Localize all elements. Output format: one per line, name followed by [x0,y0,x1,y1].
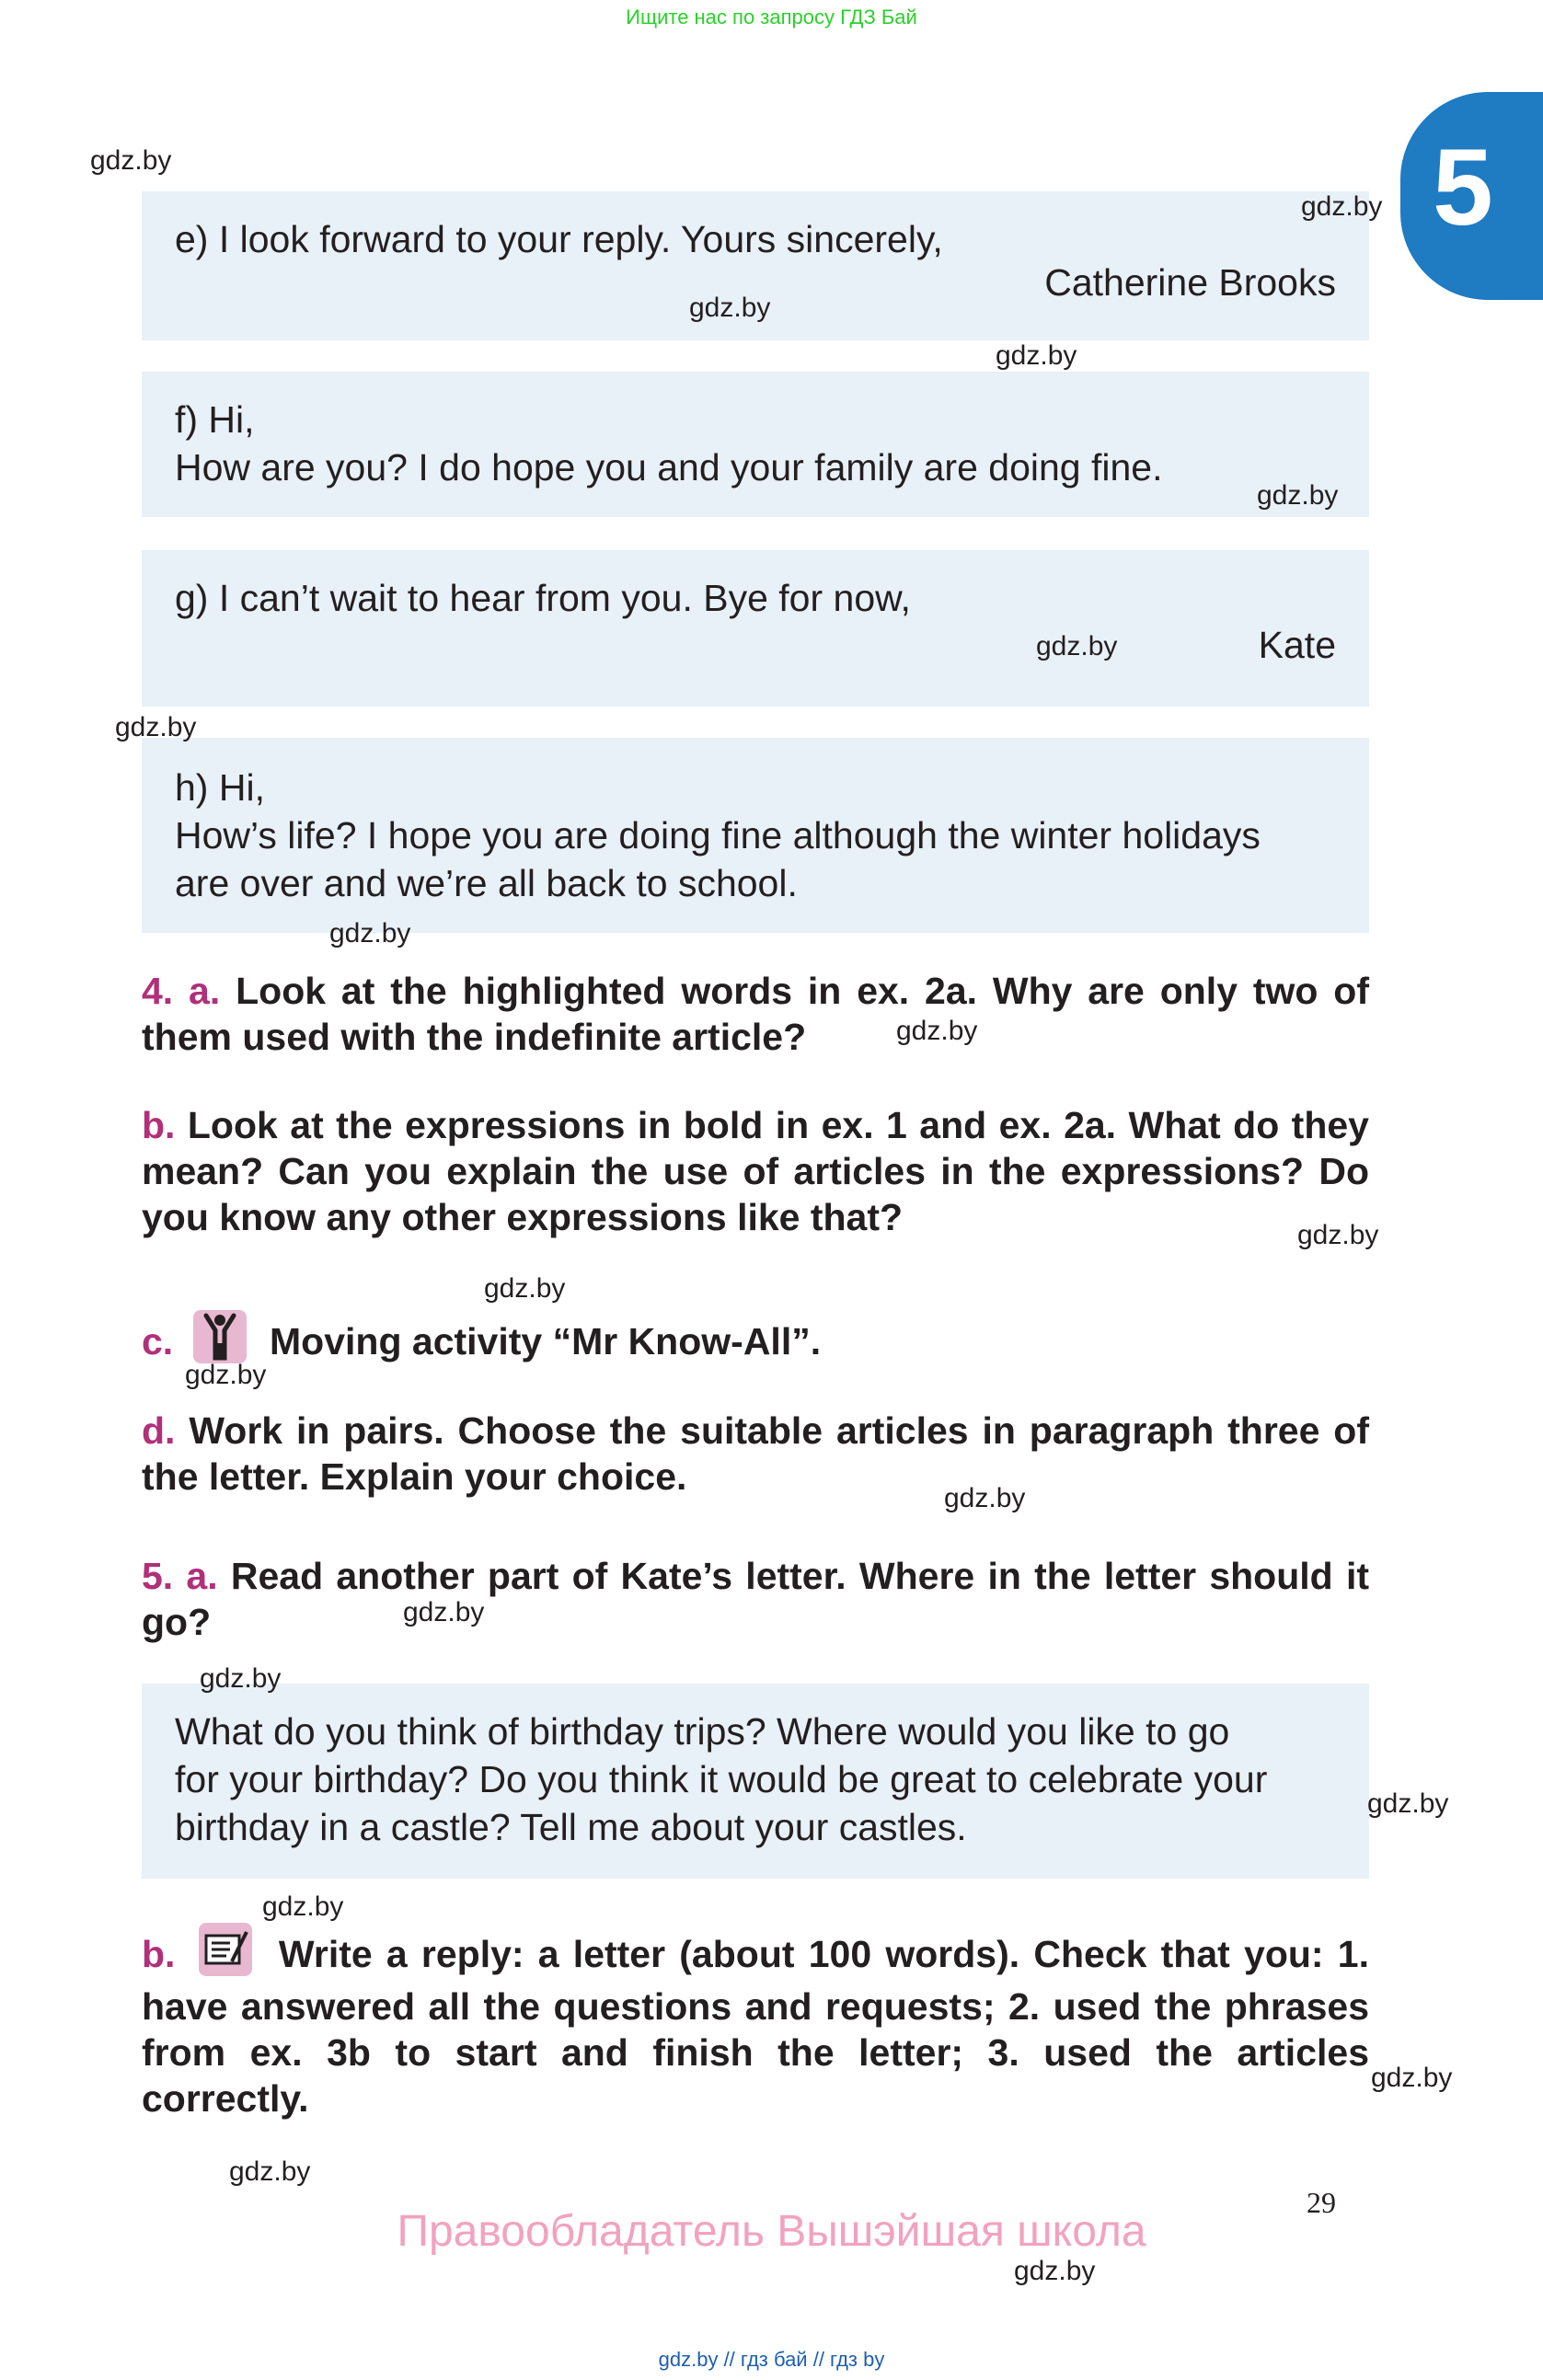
watermark: gdz.by [329,918,411,949]
task-5b-text: Write a reply: a letter (about 100 words). Check that you: 1. have answered all the questions and requests; 2. used the phrases from ex. 3b to start and finish the letter; 3. used the articles correctly. [142,1932,1369,2120]
watermark: gdz.by [996,340,1077,371]
task-4d-label: d. [142,1409,176,1452]
task-4a [142,968,1369,1060]
watermark: gdz.by [1367,1788,1449,1819]
task-5b-label: b. [142,1932,176,1975]
task-5a-text: Read another part of Kate’s letter. Where in the letter should it go? [142,1555,1369,1643]
header-note[interactable]: Ищите нас по запросу ГДЗ Бай [626,6,917,29]
page-number: 29 [1307,2186,1336,2219]
task-4d-text: Work in pairs. Choose the suitable articles in paragraph three of the letter. Explain your choice. [142,1409,1369,1498]
person-arms-up-icon [193,1310,247,1363]
footer-links[interactable]: gdz.by // гдз бай // гдз by [658,2348,885,2371]
watermark: gdz.by [262,1891,344,1922]
watermark: gdz.by [1036,631,1118,661]
box-f-line1: f) Hi, [175,398,255,441]
task-4c-label: c. [142,1319,174,1362]
watermark: gdz.by [1014,2256,1096,2286]
letter-box-g [142,550,1369,707]
box-h-line2: How’s life? I hope you are doing fine although the winter holidays [175,814,1261,857]
task-4c-text: Moving activity “Mr Know-All”. [270,1319,822,1362]
unit-number: 5 [1433,127,1493,248]
letter-box-h [142,738,1369,933]
watermark: gdz.by [944,1483,1026,1513]
box-h-line3: are over and we’re all back to school. [175,862,798,904]
task-5a-label: 5. a. [142,1555,218,1597]
box-g-text: g) I can’t wait to hear from you. Bye for now, [175,577,911,619]
writing-notebook-icon [199,1923,252,1976]
letter-part-line1: What do you think of birthday trips? Where would you like to go [175,1710,1230,1753]
task-4d [142,1408,1369,1500]
box-f-line2: How are you? I do hope you and your family are doing fine. [175,446,1163,489]
letter-box-f [142,372,1369,517]
task-4a-label: 4. a. [142,970,221,1012]
box-h-line1: h) Hi, [175,766,265,809]
watermark: gdz.by [689,293,771,323]
watermark: gdz.by [200,1663,282,1694]
task-4b [142,1102,1369,1240]
letter-part-line3: birthday in a castle? Tell me about your castles. [175,1806,967,1848]
box-e-text: e) I look forward to your reply. Yours sincerely, [175,218,943,260]
watermark: gdz.by [185,1360,267,1390]
task-4b-label: b. [142,1104,176,1146]
watermark: gdz.by [1257,480,1339,511]
watermark: gdz.by [1297,1220,1379,1250]
watermark: gdz.by [1371,2063,1453,2093]
letter-part-box [142,1684,1369,1879]
task-4b-text: Look at the expressions in bold in ex. 1 and ex. 2a. What do they mean? Can you explain the use of articles in the expressions? Do you know any other expressions like that? [142,1104,1369,1238]
letter-part-line2: for your birthday? Do you think it would be great to celebrate your [175,1758,1268,1800]
task-4c [142,1317,1369,1371]
watermark: gdz.by [403,1597,485,1627]
watermark: gdz.by [484,1273,566,1304]
watermark: gdz.by [115,712,197,742]
copyright-notice: Правообладатель Вышэйшая школа [397,2207,1146,2256]
task-5a [142,1553,1369,1645]
box-e-signature: Catherine Brooks [1044,261,1336,304]
box-g-signature: Kate [1258,624,1336,666]
task-5b [142,1930,1369,2121]
watermark: gdz.by [1301,191,1383,222]
watermark: gdz.by [229,2156,311,2187]
task-4a-text: Look at the highlighted words in ex. 2a. Why are only two of them used with the indefinite article? [142,970,1369,1058]
watermark: gdz.by [896,1016,978,1046]
watermark: gdz.by [90,145,172,176]
